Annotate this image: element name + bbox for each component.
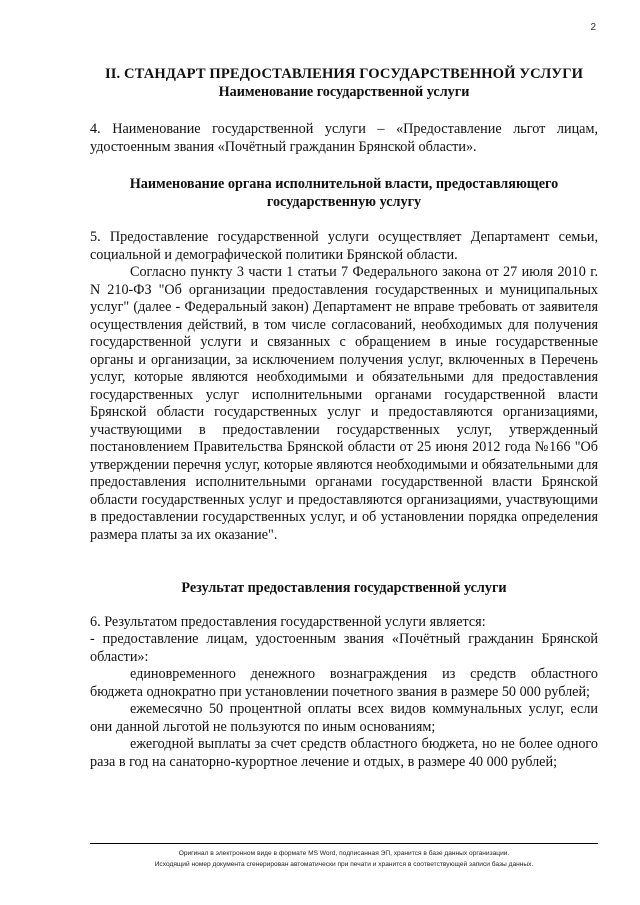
subsection-title-authority: [90, 176, 598, 211]
paragraph-6-lump-sum: единовременного денежного вознаграждения из средств областного бюджета однократно при установлении почетного звания в размере 50 000 рублей;: [90, 666, 598, 700]
paragraph-6-annual: ежегодной выплаты за счет средств областного бюджета, но не более одного раза в год на санаторно-курортное лечение и отдых, в размере 40 000 рублей;: [90, 736, 598, 770]
paragraph-6: 6. Результатом предоставления государственной услуги является:: [90, 613, 486, 630]
document-body: [90, 66, 598, 771]
footer-note: [90, 843, 598, 870]
paragraph-4: 4. Наименование государственной услуги – «Предоставление льгот лицам, удостоенным звания «Почётный гражданин Брянской области».: [90, 121, 598, 155]
paragraph-5: 5. Предоставление государственной услуги осуществляет Департамент семьи, социальной и демографической политики Брянской области.: [90, 229, 598, 263]
subsection-title-authority-line1: Наименование органа исполнительной власти, предоставляющего: [129, 176, 559, 192]
paragraph-5-continued: Согласно пункту 3 части 1 статьи 7 Федерального закона от 27 июля 2010 г. N 210-ФЗ "Об организации предоставления государственных и муниципальных услуг" (далее - Федеральный закон) Департамент не вправе требовать от заявителя осуществления действий, в том числе согласований, необходимых для получения государственной услуги и связанных с обращением в иные государственные органы и организации, за исключением получения услуг, включенных в Перечень услуг, которые являются необходимыми и обязательными для предоставления государственных услуг исполнительными органами государственной власти Брянской области государственных услуг и предоставляются организациями, участвующими в предоставлении государственных услуг, утвержденный постановлением Правительства Брянской области от 25 июня 2012 года №166 "Об утверждении перечня услуг, которые являются необходимыми и обязательными для предоставления исполнительными органами государственной власти Брянской области государственных услуг и предоставляются организациями, участвующими в предоставлении государственных услуг, и об установлении порядка определения размера платы за их оказание".: [90, 264, 598, 543]
subsection-title-name: Наименование государственной услуги: [218, 83, 470, 100]
footer-line-2: Исходящий номер документа сгенерирован автоматически при печати и хранится в соответствующей записи базы данных.: [154, 861, 534, 868]
page-number: 2: [590, 22, 596, 33]
footer-line-1: Оригинал в электронном виде в формате MS Word, подписанная ЭП, хранится в базе данных организации.: [178, 850, 510, 857]
subsection-title-result: Результат предоставления государственной услуги: [181, 580, 507, 596]
paragraph-6-item: - предоставление лицам, удостоенным звания «Почётный гражданин Брянской области»:: [90, 631, 598, 665]
section-title: II. СТАНДАРТ ПРЕДОСТАВЛЕНИЯ ГОСУДАРСТВЕННОЙ УСЛУГИ: [104, 66, 584, 82]
paragraph-6-utilities: ежемесячно 50 процентной оплаты всех видов коммунальных услуг, если они данной льготой не пользуются по иным основаниям;: [90, 701, 598, 735]
subsection-title-authority-line2: государственную услугу: [266, 193, 422, 210]
